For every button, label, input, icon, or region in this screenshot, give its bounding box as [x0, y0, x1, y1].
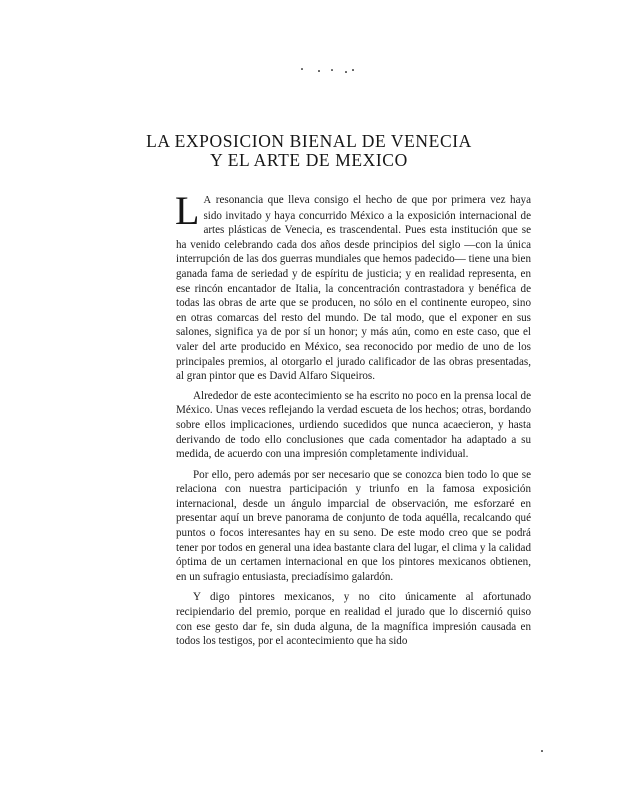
scan-speck [318, 70, 320, 72]
drop-cap: L [175, 188, 200, 233]
paragraph-2: Alrededor de este acontecimiento se ha escrito no poco en la prensa local de México. Unas veces reflejando la verdad escueta de los hechos; otras, bordando sobre ellos implicaciones, urdiendo sucedidos que nunca acaecieron, y hasta derivando de todo ello conclusiones que cada comentador ha adaptado a su medida, de acuerdo con una impresión completamente individual. [176, 389, 531, 461]
paragraph-1-text: resonancia que lleva consigo el hecho de que por primera vez haya sido invitado y haya concurrido México a la exposición internacional de artes plásticas de Venecia, es trascendental. Pues esta institución que se ha venido celebrando cada dos años desde principios del siglo —con la única interrupción de las dos guerras mundiales que hemos padecido— tiene una bien ganada fama de seriedad y de espíritu de justicia; y en realidad representa, en ese rincón encantador de Italia, la concentración contrastadora y benéfica de todas las obras de arte que se producen, no sólo en el continente europeo, sino en otras comarcas del resto del mundo. De tal modo, que el exponer en sus salones, significa ya de por sí un honor; y más aún, como en este caso, que el valer del arte producido en México, sea reconocido por medio de uno de los principales premios, al otorgarlo el jurado calificador de las obras presentadas, al gran pintor que es David Alfaro Siqueiros. [176, 194, 531, 383]
paragraph-3: Por ello, pero además por ser necesario que se conozca bien todo lo que se relaciona con nuestra participación y triunfo en la famosa exposición internacional, desde un ángulo imparcial de observación, me esforzaré en presentar aquí un breve panorama de conjunto de toda aquélla, recalcando qué puntos o focos interesantes hay en su seno. De este modo creo que se podrá tener por todos en general una idea bastante clara del lugar, el clima y la calidad óptima de un certamen internacional en que los pintores mexicanos obtienen, en un sufragio entusiasta, preciadísimo galardón. [176, 468, 532, 583]
scan-speck [345, 71, 347, 73]
scan-speck [352, 69, 354, 71]
scan-speck [331, 69, 333, 71]
scan-speck [301, 68, 303, 70]
scan-speck [541, 750, 543, 752]
article-title-line-1: LA EXPOSICION BIENAL DE VENECIA [146, 131, 472, 151]
paragraph-1 [175, 188, 531, 384]
article-title-line-2: Y EL ARTE DE MEXICO [210, 150, 408, 170]
article-body [175, 188, 532, 655]
lead-letter: A [203, 195, 212, 206]
paragraph-4: Y digo pintores mexicanos, y no cito únicamente al afortunado recipiendario del premio, porque en realidad el jurado que lo discernió quiso con ese gesto dar fe, sin duda alguna, de la magnífica impresión causada en todos los testigos, por el acontecimiento que ha sido [176, 591, 531, 648]
